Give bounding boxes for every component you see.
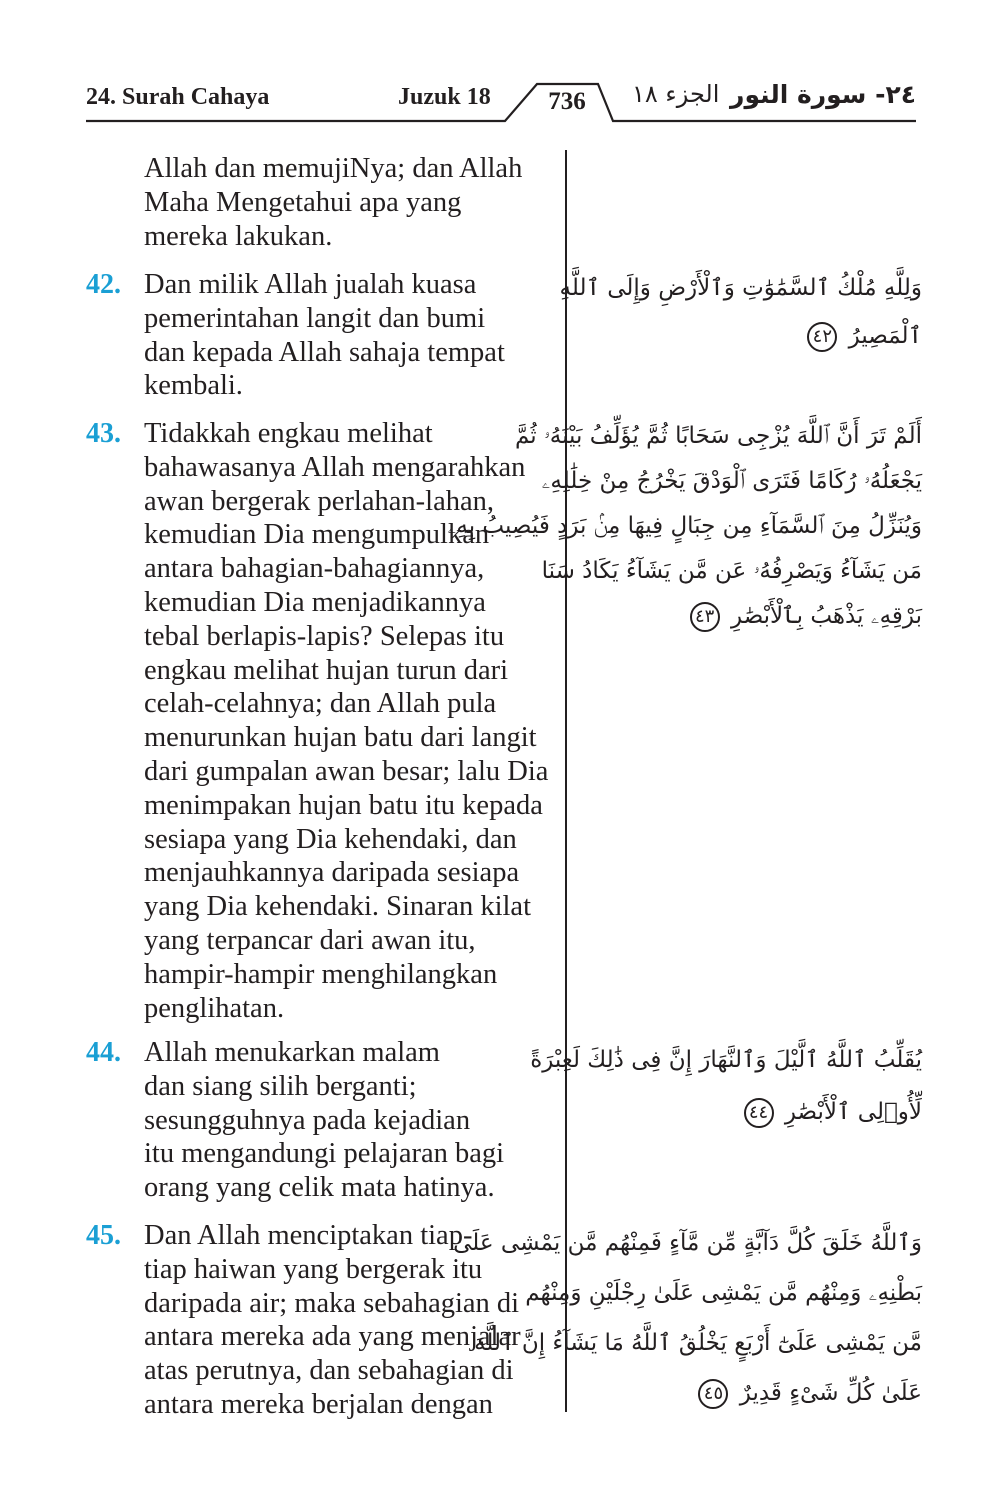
text-line: Tidakkah engkau melihat: [144, 418, 433, 449]
text-line: sesungguhnya pada kejadian: [144, 1104, 471, 1136]
text-line: dan kepada Allah sahaja tempat: [144, 336, 505, 368]
text-line: mereka lakukan.: [144, 220, 333, 252]
page-number: 736: [548, 88, 586, 115]
surah-title-ms: 24. Surah Cahaya: [86, 84, 270, 110]
text-line: kembali.: [144, 370, 243, 402]
text-line: penglihatan.: [144, 992, 285, 1024]
text-line: engkau melihat hujan turun dari: [144, 654, 509, 686]
text-line: Dan milik Allah jualah kuasa: [144, 269, 477, 300]
surah-title-ar: ٢٤- سورة النور: [730, 80, 916, 109]
text-line: dan siang silih berganti;: [144, 1070, 417, 1102]
juz-label-ar: الجزء ١٨: [632, 80, 720, 108]
text-line: Allah dan memujiNya; dan Allah: [144, 153, 523, 184]
text-line: antara bahagian-bahagiannya,: [144, 553, 485, 585]
text-line: kemudian Dia menjadikannya: [144, 586, 486, 618]
text-line: daripada air; maka sebahagian di: [144, 1287, 520, 1319]
text-line: dari gumpalan awan besar; lalu Dia: [144, 755, 549, 787]
arabic-line: أَلَمْ تَرَ أَنَّ ٱللَّهَ يُزْجِى سَحَابًا ثُمَّ يُؤَلِّفُ بَيْنَهُۥ ثُمَّ: [515, 423, 922, 449]
arabic-line: يُقَلِّبُ ٱللَّهُ ٱلَّيْلَ وَٱلنَّهَارَ إِنَّ فِى ذَٰلِكَ لَعِبْرَةً: [530, 1047, 922, 1073]
arabic-line: [590, 1086, 922, 1138]
text-line: yang Dia kehendaki. Sinaran kilat: [144, 891, 532, 923]
text-line: Allah menukarkan malam: [144, 1037, 440, 1068]
ayah-end-mark: ٤٥: [698, 1379, 728, 1409]
arabic-line: [590, 1368, 922, 1418]
verse-number: 42.: [86, 269, 121, 300]
text-line: itu mengandungi pelajaran bagi: [144, 1138, 505, 1170]
text-line: menjauhkannya daripada sesiapa: [144, 857, 520, 889]
text-line: awan bergerak perlahan-lahan,: [144, 485, 494, 517]
text-line: orang yang celik mata hatinya.: [144, 1172, 495, 1204]
arabic-line: وَلِلَّهِ مُلْكُ ٱلسَّمَٰوَٰتِ وَٱلْأَرْضِ وَإِلَى ٱللَّهِ: [559, 275, 922, 301]
text-line: celah-celahnya; dan Allah pula: [144, 688, 497, 720]
arabic-text: لِّأُو۟لِى ٱلْأَبْصَٰرِ: [784, 1099, 922, 1125]
text-line: Dan Allah menciptakan tiap-: [144, 1220, 473, 1251]
text-line: pemerintahan langit dan bumi: [144, 302, 486, 334]
verse-number: 45.: [86, 1220, 121, 1251]
text-line: Maha Mengetahui apa yang: [144, 186, 462, 218]
text-line: antara mereka berjalan dengan: [144, 1388, 493, 1420]
verse-number: 43.: [86, 418, 121, 449]
juzuk-label: Juzuk 18: [398, 84, 491, 110]
text-line: kemudian Dia mengumpulkan: [144, 519, 490, 551]
verse-arabic: [447, 414, 922, 639]
text-line: antara mereka ada yang menjalar: [144, 1321, 521, 1353]
verse-number: 44.: [86, 1037, 121, 1068]
arabic-line: مَّن يَمْشِى عَلَىٰٓ أَرْبَعٍ يَخْلُقُ ٱللَّهُ مَا يَشَآءُ إِنَّ ٱللَّهَ: [474, 1330, 922, 1356]
arabic-text: عَلَىٰ كُلِّ شَىْءٍ قَدِيرٌ: [739, 1380, 922, 1406]
arabic-line: وَيُنَزِّلُ مِنَ ٱلسَّمَآءِ مِن جِبَالٍ فِيهَا مِنۢ بَرَدٍ فَيُصِيبُ بِهِۦ: [447, 513, 922, 539]
text-line: tebal berlapis-lapis? Selepas itu: [144, 620, 505, 652]
text-line: bahawasanya Allah mengarahkan: [144, 451, 526, 483]
verse-translation: [144, 268, 562, 403]
verse-arabic: [530, 1034, 922, 1138]
text-line: hampir-hampir menghilangkan: [144, 958, 498, 990]
arabic-line: [590, 594, 922, 639]
text-line: sesiapa yang Dia kehendaki, dan: [144, 823, 517, 855]
text-line: atas perutnya, dan sebahagian di: [144, 1355, 514, 1387]
arabic-line: بَطْنِهِۦ وَمِنْهُم مَّن يَمْشِى عَلَىٰ رِجْلَيْنِ وَمِنْهُم: [525, 1280, 922, 1306]
text-line: menurunkan hujan batu dari langit: [144, 722, 537, 754]
text-line: tiap haiwan yang bergerak itu: [144, 1253, 483, 1285]
arabic-line: مَن يَشَآءُ وَيَصْرِفُهُۥ عَن مَّن يَشَآءُ يَكَادُ سَنَا: [541, 558, 922, 584]
arabic-text: بَرْقِهِۦ يَذْهَبُ بِٱلْأَبْصَٰرِ: [731, 603, 922, 629]
ayah-end-mark: ٤٢: [807, 322, 837, 352]
text-line: menimpakan hujan batu itu kepada: [144, 789, 543, 821]
verse-arabic: [559, 264, 922, 360]
text-line: yang terpancar dari awan itu,: [144, 924, 476, 956]
ayah-end-mark: ٤٤: [744, 1098, 774, 1128]
arabic-text: ٱلْمَصِيرُ: [848, 323, 922, 349]
ayah-end-mark: ٤٣: [690, 602, 720, 632]
arabic-line: وَٱللَّهُ خَلَقَ كُلَّ دَآبَّةٍ مِّن مَّآءٍ فَمِنْهُم مَّن يَمْشِى عَلَىٰ: [453, 1230, 922, 1256]
verse-arabic: [453, 1218, 922, 1418]
arabic-line: يَجْعَلُهُۥ رُكَامًا فَتَرَى ٱلْوَدْقَ يَخْرُجُ مِنْ خِلَٰلِهِۦ: [541, 468, 922, 494]
page-header: [0, 0, 1000, 130]
arabic-line: [590, 312, 922, 360]
verse-translation: [144, 1036, 562, 1205]
continuation-text: [144, 152, 562, 253]
